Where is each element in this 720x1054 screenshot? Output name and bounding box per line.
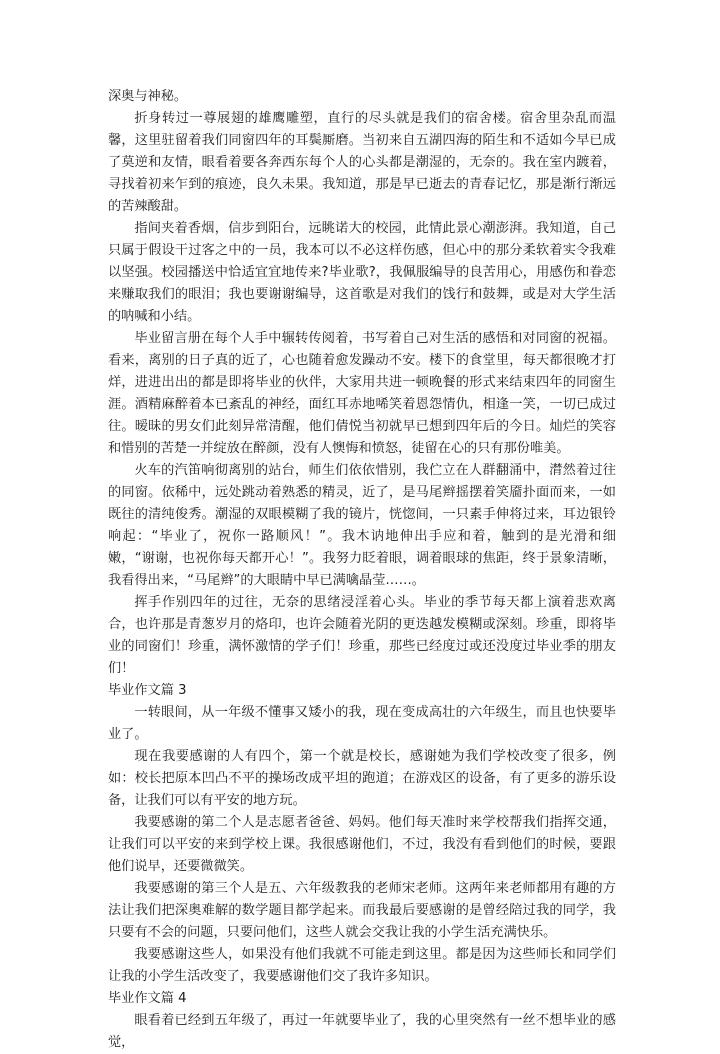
paragraph: 眼看着已经到五年级了，再过一年就要毕业了，我的心里突然有一丝不想毕业的感觉， [108, 1013, 616, 1050]
paragraph: 挥手作别四年的过往，无奈的思绪浸淫着心头。毕业的季节每天都上演着悲欢离合，也许那是青葱岁月的烙印，也许会随着光阴的更迭越发模糊或深刻。珍重，即将毕业的同窗们！珍重，满怀激情的学子们！珍重，那些已经度过或还没度过毕业季的朋友们！ [108, 595, 616, 676]
paragraph: 火车的汽笛响彻离别的站台，师生们依依惜别，我伫立在人群翻涌中，潸然着过往的同窗。依稀中，远处跳动着熟悉的精灵，近了，是马尾辫摇摆着笑靥扑面而来，一如既往的清纯俊秀。潮湿的双眼模糊了我的镜片，恍惚间，一只素手伸将过来，耳边银铃响起：“毕业了，祝你一路顺风！”。我木讷地伸出手应和着，触到的是光滑和细嫩，“谢谢，也祝你每天都开心！”。我努力眨着眼，调着眼球的焦距，终于景象清晰，我看得出来，“马尾辫”的大眼睛中早已满噙晶莹……。 [108, 463, 616, 588]
paragraph: 现在我要感谢的人有四个，第一个就是校长，感谢她为我们学校改变了很多，例如：校长把原本凹凸不平的操场改成平坦的跑道；在游戏区的设备，有了更多的游乐设备，让我们可以有平安的地方玩。 [108, 749, 616, 808]
section-heading: 毕业作文篇 4 [108, 991, 187, 1006]
paragraph: 我要感谢的第三个人是五、六年级教我的老师宋老师。这两年来老师都用有趣的方法让我们把深奥难解的数学题目都学起来。而我最后要感谢的是曾经陪过我的同学，我只要有不会的问题，只要问他们，这些人就会交我让我的小学生活充满快乐。 [108, 881, 616, 940]
paragraph: 折身转过一尊展翅的雄鹰雕塑，直行的尽头就是我们的宿舍楼。宿舍里杂乱而温馨，这里驻留着我们同窗四年的耳鬓厮磨。当初来自五湖四海的陌生和不适如今早已成了莫逆和友情，眼看着要各奔西东每个人的心头都是潮湿的，无奈的。我在室内踱着，寻找着初来乍到的痕迹，良久未果。我知道，那是早已逝去的青春记忆，那是渐行渐远的苦辣酸甜。 [108, 111, 616, 214]
paragraph: 毕业留言册在每个人手中辗转传阅着，书写着自己对生活的感悟和对同窗的祝福。看来，离别的日子真的近了，心也随着愈发躁动不安。楼下的食堂里，每天都很晚才打烊，进进出出的都是即将毕业的伙伴，大家用共进一顿晚餐的形式来结束四年的同窗生涯。酒精麻醉着本已紊乱的神经，面红耳赤地唏笑着恩怨情仇，相逢一笑，一切已成过往。暧昧的男女们此刻异常清醒，他们倩悦当初就早已想到四年后的今日。灿烂的笑容和惜别的苦楚一并绽放在醉颜，没有人懊悔和愤怒，徒留在心的只有那份唯美。 [108, 331, 616, 456]
section-heading: 毕业作文篇 3 [108, 683, 187, 698]
paragraph: 指间夹着香烟，信步到阳台，远眺诺大的校园，此情此景心潮澎湃。我知道，自己只属于假设干过客之中的一员，我本可以不必这样伤感，但心中的那分柔软着实令我难以坚强。校园播送中恰适宜宜地传来?毕业歌?，我佩服编导的良苦用心，用感伤和眷恋来赚取我们的眼泪；我也要谢谢编导，这首歌是对我们的饯行和鼓舞，或是对大学生活的呐喊和小结。 [108, 221, 616, 324]
paragraph: 一转眼间，从一年级不懂事又矮小的我，现在变成高壮的六年级生，而且也快要毕业了。 [108, 705, 616, 742]
paragraph: 我要感谢的第二个人是志愿者爸爸、妈妈。他们每天准时来学校帮我们指挥交通，让我们可以平安的来到学校上课。我很感谢他们，不过，我没有看到他们的时候，要跟他们说早，还要微微笑。 [108, 815, 616, 874]
paragraph: 我要感谢这些人，如果没有他们我就不可能走到这里。都是因为这些师长和同学们让我的小学生活改变了，我要感谢他们交了我许多知识。 [108, 947, 616, 984]
lead-line: 深奥与神秘。 [108, 89, 188, 104]
